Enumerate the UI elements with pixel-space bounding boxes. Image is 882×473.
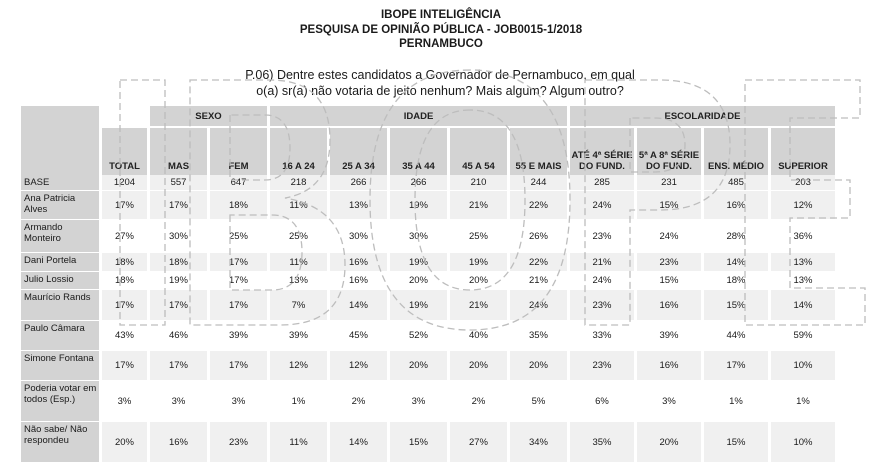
col-header: 45 A 54 (450, 128, 507, 175)
table-cell: 21% (510, 272, 567, 290)
table-cell: 35% (570, 422, 634, 463)
row-label: Simone Fontana (21, 351, 99, 381)
table-cell: 46% (150, 321, 207, 351)
table-cell: 17% (210, 272, 267, 290)
table-row (21, 220, 835, 253)
table-cell: 23% (637, 253, 701, 272)
table-cell: 17% (210, 253, 267, 272)
table-cell: 17% (704, 351, 768, 381)
row-label: Armando Monteiro (21, 220, 99, 253)
header-org: IBOPE INTELIGÊNCIA (380, 9, 502, 21)
header-state: PERNAMBUCO (399, 38, 483, 50)
table-cell: 22% (510, 191, 567, 220)
table-cell: 20% (450, 351, 507, 381)
table-cell: 266 (330, 175, 387, 191)
question-line-1: P.06) Dentre estes candidatos a Governador de Pernambuco, em qual (245, 68, 635, 82)
table-cell: 20% (102, 422, 147, 463)
table-cell: 266 (390, 175, 447, 191)
table-cell: 647 (210, 175, 267, 191)
table-cell: 17% (150, 290, 207, 321)
table-cell: 39% (270, 321, 327, 351)
table-row (21, 351, 835, 381)
table-cell: 45% (330, 321, 387, 351)
table-cell: 40% (450, 321, 507, 351)
col-header: 16 A 24 (270, 128, 327, 175)
row-label: Maurício Rands (21, 290, 99, 321)
table-body (21, 175, 835, 463)
table-cell: 23% (570, 351, 634, 381)
table-cell: 22% (510, 253, 567, 272)
table-cell: 485 (704, 175, 768, 191)
table-cell: 20% (510, 351, 567, 381)
table-cell: 20% (390, 351, 447, 381)
table-cell: 244 (510, 175, 567, 191)
table-cell: 24% (510, 290, 567, 321)
table-cell: 19% (450, 253, 507, 272)
table-cell: 13% (270, 272, 327, 290)
table-cell: 36% (771, 220, 835, 253)
table-cell: 18% (150, 253, 207, 272)
table-cell: 16% (330, 272, 387, 290)
table-cell: 2% (330, 381, 387, 422)
group-idade: IDADE (270, 106, 567, 128)
table-cell: 17% (102, 351, 147, 381)
table-cell: 10% (771, 422, 835, 463)
table-cell: 3% (390, 381, 447, 422)
col-header: MAS (150, 128, 207, 175)
table-cell: 11% (270, 191, 327, 220)
table-cell: 24% (570, 191, 634, 220)
table-cell: 20% (450, 272, 507, 290)
table-cell: 27% (102, 220, 147, 253)
table-cell: 19% (150, 272, 207, 290)
table-cell: 35% (510, 321, 567, 351)
table-cell: 14% (771, 290, 835, 321)
table-cell: 21% (570, 253, 634, 272)
table-row (21, 175, 835, 191)
col-header: TOTAL (102, 128, 147, 175)
table-cell: 28% (704, 220, 768, 253)
table-cell: 6% (570, 381, 634, 422)
table-cell: 17% (150, 351, 207, 381)
row-label: Poderia votar em todos (Esp.) (21, 381, 99, 422)
table-cell: 1% (270, 381, 327, 422)
table-cell: 203 (771, 175, 835, 191)
table-cell: 18% (704, 272, 768, 290)
table-cell: 15% (390, 422, 447, 463)
table-cell: 3% (210, 381, 267, 422)
table-cell: 218 (270, 175, 327, 191)
table-cell: 18% (210, 191, 267, 220)
row-label: Paulo Câmara (21, 321, 99, 351)
table-row (21, 422, 835, 463)
table-cell: 5% (510, 381, 567, 422)
table-cell: 43% (102, 321, 147, 351)
table-cell: 15% (637, 272, 701, 290)
row-label: Julio Lossio (21, 272, 99, 290)
table-cell: 1204 (102, 175, 147, 191)
group-escolaridade: ESCOLARIDADE (570, 106, 835, 128)
table-cell: 2% (450, 381, 507, 422)
row-label: Ana Patricia Alves (21, 191, 99, 220)
table-cell: 15% (704, 422, 768, 463)
table-cell: 11% (270, 253, 327, 272)
col-header: ENS. MÉDIO (704, 128, 768, 175)
table-cell: 30% (150, 220, 207, 253)
table-cell: 23% (570, 290, 634, 321)
table-cell: 23% (570, 220, 634, 253)
table-cell: 14% (704, 253, 768, 272)
table-cell: 17% (102, 290, 147, 321)
table-cell: 24% (570, 272, 634, 290)
question-line-2: o(a) sr(a) não votaria de jeito nenhum? Mais algum? Algum outro? (256, 84, 624, 98)
table-cell: 18% (102, 272, 147, 290)
table-cell: 15% (704, 290, 768, 321)
table-cell: 3% (637, 381, 701, 422)
table-cell: 210 (450, 175, 507, 191)
table-cell: 13% (771, 253, 835, 272)
table-cell: 59% (771, 321, 835, 351)
table-cell: 12% (330, 351, 387, 381)
table-cell: 12% (270, 351, 327, 381)
table-cell: 33% (570, 321, 634, 351)
table-cell: 24% (637, 220, 701, 253)
table-cell: 12% (771, 191, 835, 220)
results-table (18, 106, 838, 463)
table-cell: 21% (450, 191, 507, 220)
table-cell: 16% (637, 290, 701, 321)
table-cell: 13% (330, 191, 387, 220)
table-cell: 21% (450, 290, 507, 321)
total-group-blank (102, 106, 147, 128)
table-cell: 18% (102, 253, 147, 272)
col-header: FEM (210, 128, 267, 175)
table-cell: 27% (450, 422, 507, 463)
table-row (21, 253, 835, 272)
table-cell: 23% (210, 422, 267, 463)
table-cell: 30% (390, 220, 447, 253)
table-row (21, 290, 835, 321)
table-cell: 30% (330, 220, 387, 253)
table-cell: 20% (637, 422, 701, 463)
table-cell: 285 (570, 175, 634, 191)
table-cell: 7% (270, 290, 327, 321)
table-cell: 26% (510, 220, 567, 253)
table-row (21, 381, 835, 422)
row-label: Não sabe/ Não respondeu (21, 422, 99, 463)
table-row (21, 321, 835, 351)
table-cell: 19% (390, 253, 447, 272)
table-cell: 17% (102, 191, 147, 220)
group-sexo: SEXO (150, 106, 267, 128)
table-row (21, 272, 835, 290)
table-cell: 39% (637, 321, 701, 351)
table-cell: 231 (637, 175, 701, 191)
col-header: 25 A 34 (330, 128, 387, 175)
table-cell: 39% (210, 321, 267, 351)
table-cell: 52% (390, 321, 447, 351)
table-cell: 10% (771, 351, 835, 381)
table-cell: 25% (210, 220, 267, 253)
table-cell: 16% (150, 422, 207, 463)
table-cell: 19% (390, 290, 447, 321)
table-cell: 20% (390, 272, 447, 290)
table-cell: 17% (210, 290, 267, 321)
row-label: BASE (21, 175, 99, 191)
table-cell: 17% (150, 191, 207, 220)
table-cell: 13% (771, 272, 835, 290)
table-cell: 3% (150, 381, 207, 422)
table-cell: 14% (330, 422, 387, 463)
table-cell: 557 (150, 175, 207, 191)
table-cell: 1% (771, 381, 835, 422)
col-header: 55 E MAIS (510, 128, 567, 175)
table-cell: 19% (390, 191, 447, 220)
table-cell: 44% (704, 321, 768, 351)
header-job: PESQUISA DE OPINIÃO PÚBLICA - JOB0015-1/2018 (299, 23, 583, 36)
table-cell: 16% (330, 253, 387, 272)
col-header: 5ª A 8ª SÉRIE DO FUND. (637, 128, 701, 175)
col-header: ATÉ 4ª SÉRIE DO FUND. (570, 128, 634, 175)
col-header: 35 A 44 (390, 128, 447, 175)
corner-cell (21, 106, 99, 175)
report-header (0, 8, 882, 52)
col-header: SUPERIOR (771, 128, 835, 175)
table-cell: 34% (510, 422, 567, 463)
question-text (200, 67, 680, 99)
table-cell: 1% (704, 381, 768, 422)
table-cell: 25% (450, 220, 507, 253)
table-cell: 14% (330, 290, 387, 321)
table-cell: 15% (637, 191, 701, 220)
table-cell: 3% (102, 381, 147, 422)
table-cell: 16% (704, 191, 768, 220)
table-cell: 25% (270, 220, 327, 253)
row-label: Dani Portela (21, 253, 99, 272)
table-cell: 11% (270, 422, 327, 463)
table-row (21, 191, 835, 220)
table-cell: 17% (210, 351, 267, 381)
table-cell: 16% (637, 351, 701, 381)
